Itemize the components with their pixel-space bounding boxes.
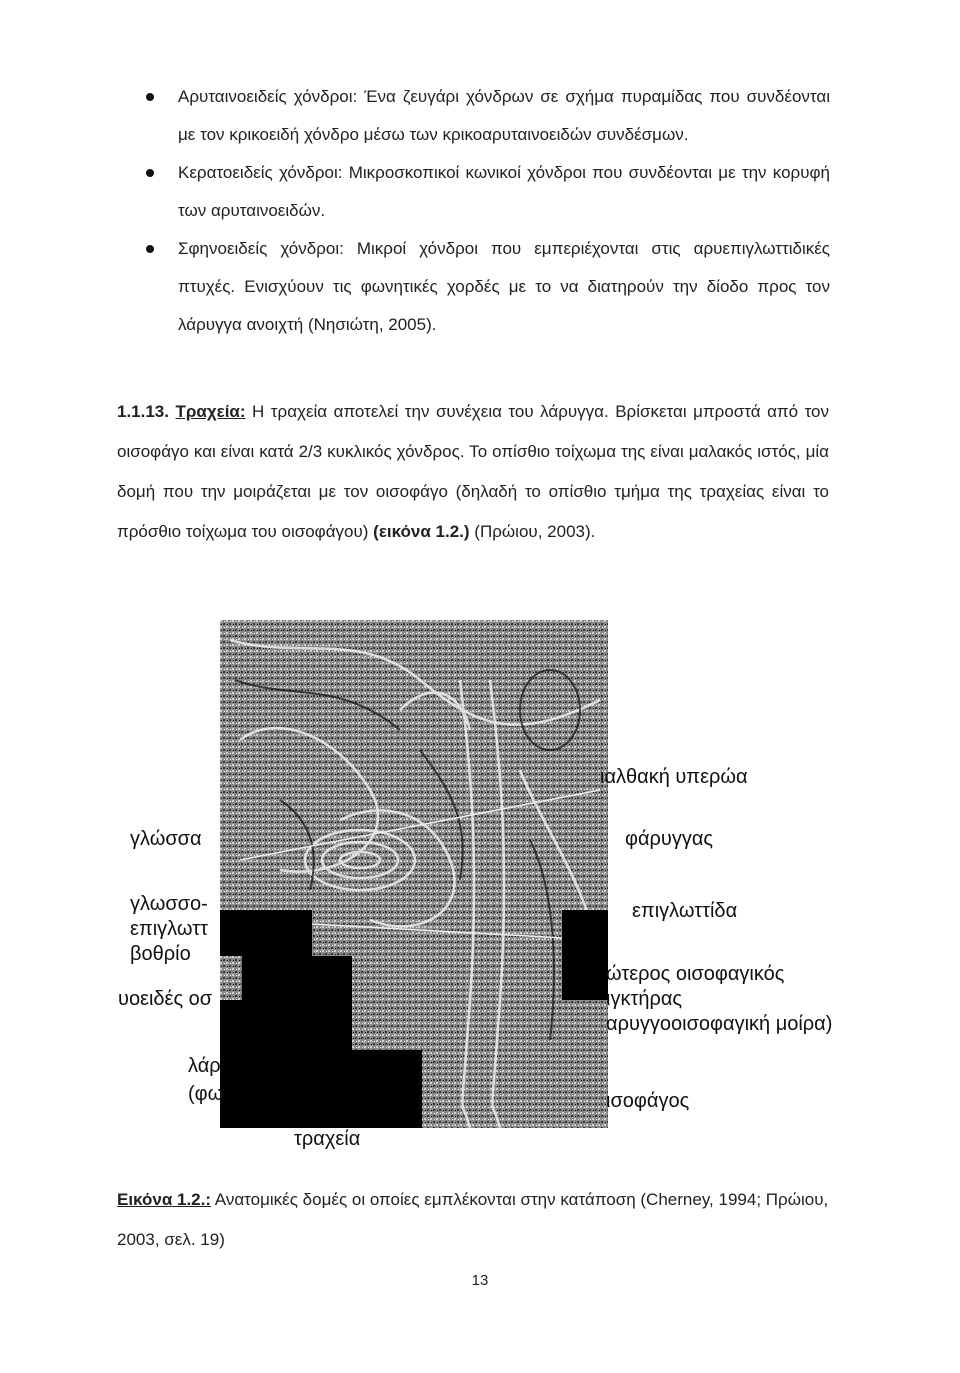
label-larynx: λάρ: [188, 1055, 221, 1077]
label-fossa: βοθρίο: [130, 943, 191, 965]
label-sphincter: ιγκτήρας: [606, 988, 683, 1010]
caption-key: Εικόνα 1.2.:: [117, 1190, 212, 1209]
redaction-block: [352, 1050, 422, 1128]
bullet-term: Αρυταινοειδείς χόνδροι:: [178, 87, 358, 106]
bullet-list: [140, 78, 830, 344]
label-pharyngoesophageal: αρυγγοοισοφαγική μοίρα): [606, 1013, 833, 1035]
section-number: 1.1.13.: [117, 402, 169, 421]
label-trachea: τραχεία: [294, 1128, 361, 1150]
section-citation: (Πρώιου, 2003).: [469, 522, 596, 541]
caption-text: Ανατομικές δομές οι οποίες εμπλέκονται στην κατάποση (Cherney, 1994; Πρώιου, 2003, σελ. 19): [117, 1190, 829, 1249]
bullet-icon: [146, 245, 154, 253]
bullet-icon: [146, 93, 154, 101]
label-glossoepiglottic-2: επιγλωττ: [130, 918, 208, 940]
bullet-text: Μικροί χόνδροι που εμπεριέχονται στις αρυεπιγλωττιδικές πτυχές. Ενισχύουν τις φωνητικές χορδές με το να διατηρούν την δίοδο προς τον λάρυγγα ανοιχτή (Νησιώτη, 2005).: [178, 239, 830, 334]
label-soft-palate: ιαλθακή υπερώα: [600, 766, 748, 788]
bullet-text: Ένα ζευγάρι χόνδρων σε σχήμα πυραμίδας που συνδέονται με τον κρικοειδή χόνδρο μέσω των κρικοαρυταινοειδών συνδέσμων.: [178, 87, 830, 144]
redaction-block: [562, 910, 608, 1000]
label-epiglottis: επιγλωττίδα: [632, 900, 738, 922]
bullet-text: Μικροσκοπικοί κωνικοί χόνδροι που συνδέονται με την κορυφή των αρυταινοειδών.: [178, 163, 830, 220]
label-glossoepiglottic: γλωσσο-: [130, 893, 208, 915]
label-upper-esophageal: ώτερος οισοφαγικός: [606, 963, 785, 985]
page-number: 13: [471, 1272, 489, 1289]
section-text: Η τραχεία αποτελεί την συνέχεια του λάρυγγα. Βρίσκεται μπροστά από τον οισοφάγο και είναι κατά 2/3 κυκλικός χόνδρος. Το οπίσθιο τοίχωμα της είναι μαλακός ιστός, μία δομή που την μοιράζεται με τον οισοφάγο (δηλαδή το οπίσθιο τμήμα της τραχείας είναι το πρόσθιο τοίχωμα του οισοφάγου): [117, 402, 829, 541]
figure-reference: (εικόνα 1.2.): [368, 522, 470, 541]
list-item: [140, 230, 830, 344]
bullet-term: Σφηνοειδείς χόνδροι:: [178, 239, 344, 258]
list-item: [140, 78, 830, 154]
label-esophagus: ισοφάγος: [606, 1090, 690, 1112]
label-pharynx: φάρυγγας: [625, 828, 714, 850]
redaction-block: [220, 910, 312, 956]
section-keyword: Τραχεία:: [175, 402, 246, 421]
label-voice: (φω: [188, 1083, 224, 1105]
label-tongue: γλώσσα: [130, 828, 202, 850]
section-trachea: [117, 392, 829, 552]
bullet-term: Κερατοειδείς χόνδροι:: [178, 163, 343, 182]
list-item: [140, 154, 830, 230]
figure-caption: [117, 1180, 829, 1260]
bullet-icon: [146, 169, 154, 177]
redaction-block: [242, 956, 352, 1000]
label-hyoid: υοειδές οσ: [118, 988, 213, 1010]
anatomy-figure: [220, 620, 608, 1128]
redaction-block: [220, 1000, 352, 1128]
